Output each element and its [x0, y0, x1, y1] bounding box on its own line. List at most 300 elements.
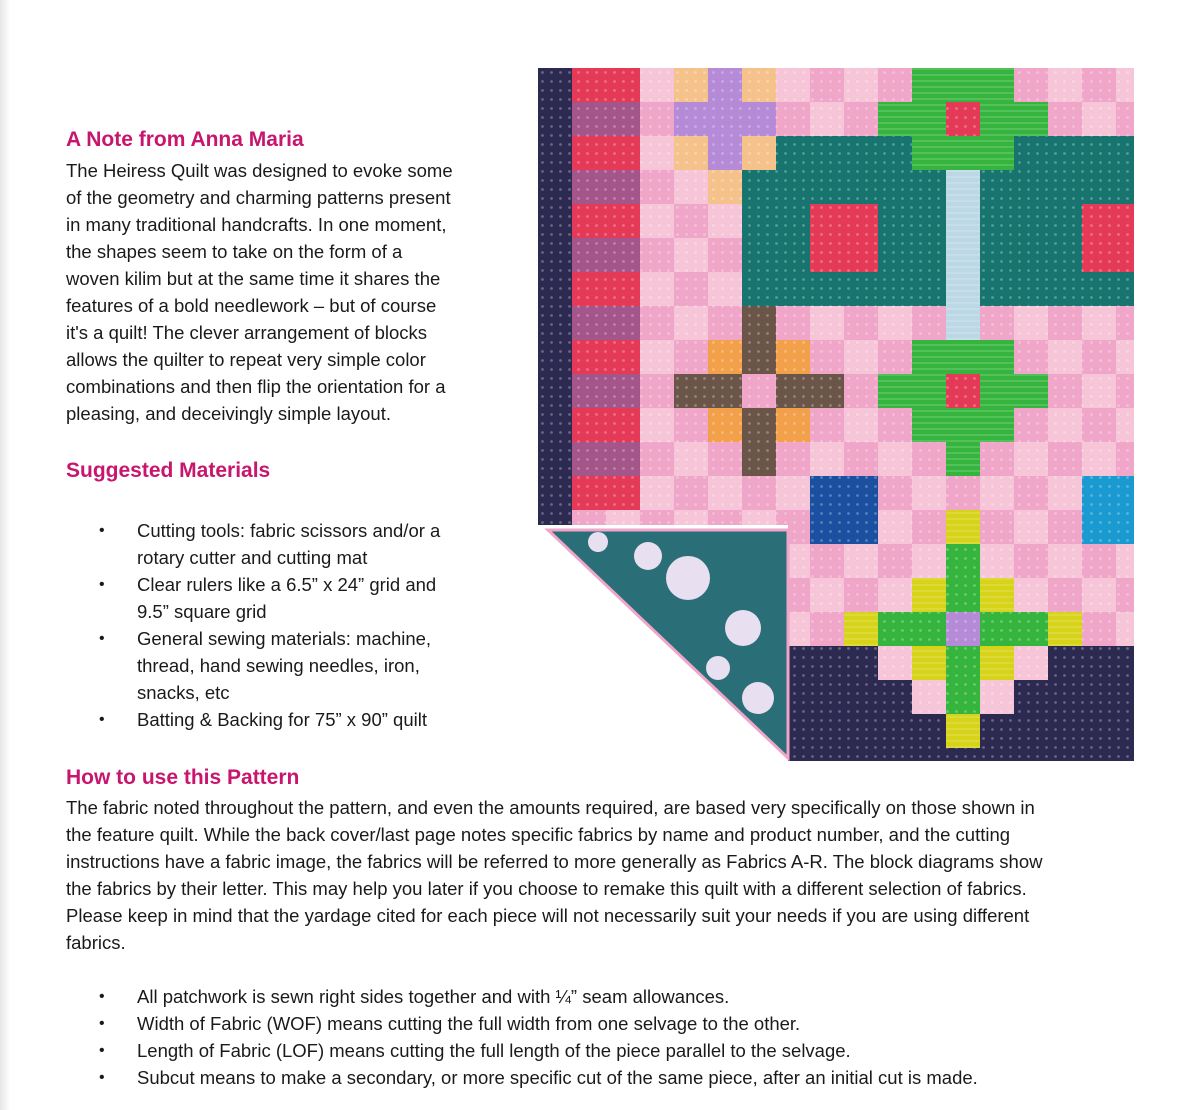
quilt-patch-orange-texture: [708, 408, 742, 442]
quilt-patch-texture: [640, 340, 674, 374]
quilt-patch-texture: [572, 408, 606, 442]
quilt-patch-texture: [980, 170, 1014, 204]
quilt-patch-texture: [776, 170, 810, 204]
quilt-patch-texture: [878, 510, 912, 544]
quilt-patch-green-texture: [878, 612, 912, 646]
quilt-patch-peach-texture: [708, 170, 742, 204]
quilt-patch-texture: [1048, 306, 1082, 340]
quilt-patch-texture: [844, 442, 878, 476]
quilt-patch-texture: [606, 204, 640, 238]
quilt-patch-texture: [810, 68, 844, 102]
quilt-patch-texture: [912, 204, 946, 238]
quilt-patch-texture: [878, 272, 912, 306]
quilt-patch-texture: [776, 204, 810, 238]
quilt-patch-navy-texture: [810, 646, 844, 680]
quilt-patch-texture: [844, 68, 878, 102]
quilt-patch-texture: [810, 612, 844, 646]
quilt-patch-texture: [640, 68, 674, 102]
quilt-patch-green-texture: [946, 136, 980, 170]
quilt-patch-texture: [640, 102, 674, 136]
materials-item-line: snacks, etc: [137, 682, 230, 703]
quilt-patch-texture: [1082, 136, 1116, 170]
quilt-patch-texture: [810, 170, 844, 204]
quilt-patch-orange-texture: [708, 340, 742, 374]
quilt-patch-texture: [776, 442, 810, 476]
quilt-patch-lavender-texture: [708, 136, 742, 170]
quilt-patch-texture: [1082, 340, 1116, 374]
quilt-patch-texture: [538, 170, 572, 204]
quilt-patch-texture: [572, 136, 606, 170]
note-line: it's a quilt! The clever arrangement of blocks: [66, 322, 428, 343]
quilt-patch-texture: [878, 476, 912, 510]
quilt-patch-yellow-texture: [844, 612, 878, 646]
materials-item: [66, 625, 506, 706]
quilt-patch-texture: [878, 170, 912, 204]
howto-list: [66, 983, 1166, 1091]
howto-item: • Length of Fabric (LOF) means cutting the full length of the piece parallel to the selvage.: [66, 1037, 1166, 1064]
materials-item: [66, 571, 506, 625]
quilt-patch-navy-texture: [1048, 680, 1082, 714]
quilt-patch-texture: [572, 306, 606, 340]
quilt-patch-texture: [1014, 68, 1048, 102]
quilt-patch-texture: [1048, 102, 1082, 136]
quilt-patch-navy-texture: [810, 748, 844, 761]
quilt-patch-texture: [674, 442, 708, 476]
note-line: The Heiress Quilt was designed to evoke some: [66, 160, 453, 181]
quilt-patch-texture: [538, 102, 572, 136]
quilt-patch-texture: [912, 544, 946, 578]
quilt-patch-navy-texture: [1116, 714, 1134, 748]
quilt-patch-texture: [844, 340, 878, 374]
quilt-patch-green-texture: [912, 68, 946, 102]
quilt-patch-texture: [606, 272, 640, 306]
quilt-patch-texture: [1014, 578, 1048, 612]
howto-line: fabrics.: [66, 932, 126, 953]
quilt-patch-texture: [776, 306, 810, 340]
quilt-patch-texture: [844, 374, 878, 408]
quilt-patch-lightblue-texture: [946, 306, 980, 340]
quilt-patch-navy-texture: [1014, 748, 1048, 761]
quilt-patch-texture: [1048, 578, 1082, 612]
quilt-patch-texture: [810, 544, 844, 578]
quilt-patch-orange-texture: [776, 408, 810, 442]
quilt-patch-texture: [1014, 136, 1048, 170]
quilt-patch-navy-texture: [1082, 748, 1116, 761]
quilt-patch-texture: [1116, 340, 1134, 374]
materials-item: [66, 706, 506, 733]
quilt-patch-texture: [742, 204, 776, 238]
quilt-patch-green-texture: [878, 374, 912, 408]
quilt-patch-texture: [1048, 204, 1082, 238]
quilt-patch-green-texture: [980, 340, 1014, 374]
quilt-patch-texture: [1048, 340, 1082, 374]
quilt-patch-texture: [1116, 408, 1134, 442]
quilt-patch-green-texture: [980, 612, 1014, 646]
quilt-patch-navy-texture: [912, 714, 946, 748]
quilt-patch-texture: [1116, 612, 1134, 646]
quilt-patch-texture: [742, 170, 776, 204]
howto-line: The fabric noted throughout the pattern, and even the amounts required, are based very specifically on those shown in: [66, 797, 1035, 818]
materials-item-line: • Clear rulers like a 6.5” x 24” grid and: [137, 574, 437, 595]
quilt-patch-navy-texture: [1082, 646, 1116, 680]
quilt-patch-texture: [640, 306, 674, 340]
quilt-patch-texture: [810, 272, 844, 306]
quilt-patch-navy-texture: [1116, 680, 1134, 714]
quilt-patch-texture: [844, 544, 878, 578]
quilt-patch-texture: [878, 204, 912, 238]
quilt-patch-texture: [742, 476, 776, 510]
howto-paragraph: [66, 794, 1176, 956]
quilt-patch-texture: [776, 68, 810, 102]
quilt-patch-center-texture: [946, 612, 980, 646]
quilt-patch-texture: [640, 374, 674, 408]
quilt-patch-texture: [810, 340, 844, 374]
materials-item-line: rotary cutter and cutting mat: [137, 547, 368, 568]
quilt-patch-texture: [538, 442, 572, 476]
quilt-patch-texture: [810, 102, 844, 136]
quilt-patch-green-texture: [912, 374, 946, 408]
quilt-patch-peach-texture: [674, 68, 708, 102]
quilt-patch-green-texture: [946, 646, 980, 680]
quilt-patch-texture: [912, 170, 946, 204]
quilt-patch-texture: [878, 578, 912, 612]
materials-item-line: • General sewing materials: machine,: [137, 628, 432, 649]
quilt-patch-texture: [708, 238, 742, 272]
quilt-patch-green-texture: [980, 68, 1014, 102]
quilt-patch-green-texture: [912, 340, 946, 374]
quilt-patch-texture: [844, 306, 878, 340]
quilt-patch-texture: [1082, 408, 1116, 442]
quilt-patch-texture: [776, 102, 810, 136]
quilt-patch-texture: [878, 646, 912, 680]
quilt-patch-navy-texture: [1014, 680, 1048, 714]
quilt-patch-yellow-texture: [980, 578, 1014, 612]
quilt-patch-texture: [1048, 442, 1082, 476]
quilt-patch-navy-texture: [878, 680, 912, 714]
quilt-patch-navy-texture: [1048, 646, 1082, 680]
quilt-patch-texture: [742, 272, 776, 306]
quilt-patch-texture: [980, 442, 1014, 476]
quilt-patch-texture: [912, 238, 946, 272]
quilt-patch-texture: [538, 476, 572, 510]
quilt-patch-texture: [1116, 578, 1134, 612]
quilt-patch-navy-texture: [1082, 714, 1116, 748]
quilt-patch-texture: [878, 68, 912, 102]
quilt-patch-green-texture: [912, 408, 946, 442]
quilt-patch-texture: [708, 306, 742, 340]
quilt-patch-blue-texture: [810, 476, 878, 544]
quilt-patch-red-texture: [810, 204, 878, 272]
quilt-patch-orange-texture: [776, 340, 810, 374]
quilt-patch-yellow-texture: [912, 646, 946, 680]
quilt-patch-brown-texture: [674, 374, 708, 408]
quilt-patch-texture: [810, 306, 844, 340]
note-paragraph: [66, 157, 516, 427]
quilt-patch-navy-texture: [1048, 748, 1082, 761]
quilt-patch-texture: [606, 238, 640, 272]
quilt-patch-green-texture: [946, 544, 980, 578]
quilt-patch-texture: [878, 340, 912, 374]
quilt-patch-texture: [980, 544, 1014, 578]
quilt-patch-texture: [844, 102, 878, 136]
quilt-patch-texture: [708, 272, 742, 306]
quilt-patch-texture: [674, 272, 708, 306]
note-line: combinations and then flip the orientation for a: [66, 376, 446, 397]
materials-list: [66, 517, 506, 733]
quilt-patch-texture: [572, 102, 606, 136]
quilt-patch-lightblue-texture: [946, 238, 980, 272]
quilt-patch-texture: [776, 476, 810, 510]
quilt-patch-texture: [1116, 136, 1134, 170]
quilt-patch-texture: [1048, 272, 1082, 306]
quilt-patch-texture: [980, 204, 1014, 238]
quilt-patch-navy-texture: [946, 748, 980, 761]
quilt-patch-navy-texture: [844, 680, 878, 714]
materials-item-line: thread, hand sewing needles, iron,: [137, 655, 420, 676]
quilt-patch-texture: [810, 136, 844, 170]
quilt-patch-texture: [1014, 476, 1048, 510]
quilt-patch-lavender-texture: [674, 102, 708, 136]
quilt-patch-texture: [1082, 272, 1116, 306]
quilt-patch-texture: [980, 476, 1014, 510]
quilt-patch-texture: [912, 272, 946, 306]
quilt-patch-lavender-texture: [708, 68, 742, 102]
quilt-patch-texture: [1082, 374, 1116, 408]
materials-item: [66, 517, 506, 571]
quilt-back-flower: [725, 610, 761, 646]
quilt-patch-texture: [1082, 612, 1116, 646]
quilt-patch-texture: [674, 476, 708, 510]
quilt-patch-lavender-texture: [742, 102, 776, 136]
howto-line: the feature quilt. While the back cover/last page notes specific fabrics by name and product number, and the cutting: [66, 824, 1011, 845]
quilt-patch-texture: [674, 204, 708, 238]
quilt-patch-lightblue-texture: [946, 272, 980, 306]
quilt-patch-texture: [742, 238, 776, 272]
quilt-patch-texture: [606, 136, 640, 170]
quilt-patch-texture: [674, 238, 708, 272]
quilt-patch-navy-texture: [1116, 646, 1134, 680]
quilt-patch-green-texture: [1014, 612, 1048, 646]
note-line: features of a bold needlework – but of course: [66, 295, 437, 316]
quilt-patch-green-texture: [980, 102, 1014, 136]
quilt-patch-navy-texture: [912, 748, 946, 761]
quilt-patch-green-texture: [1014, 374, 1048, 408]
quilt-patch-green-texture: [946, 68, 980, 102]
quilt-patch-navy-texture: [810, 680, 844, 714]
quilt-patch-texture: [606, 340, 640, 374]
quilt-patch-texture: [1048, 544, 1082, 578]
quilt-patch-texture: [844, 578, 878, 612]
quilt-back-flower: [634, 542, 662, 570]
quilt-patch-navy-texture: [1014, 714, 1048, 748]
quilt-patch-texture: [878, 238, 912, 272]
quilt-patch-texture: [946, 476, 980, 510]
quilt-patch-texture: [606, 408, 640, 442]
note-line: pleasing, and deceivingly simple layout.: [66, 403, 391, 424]
quilt-patch-texture: [640, 204, 674, 238]
quilt-patch-texture: [1048, 170, 1082, 204]
page-edge-shadow: [0, 0, 10, 1110]
quilt-patch-texture: [980, 510, 1014, 544]
quilt-patch-texture: [810, 578, 844, 612]
quilt-patch-peach-texture: [742, 68, 776, 102]
quilt-patch-texture: [1082, 578, 1116, 612]
quilt-patch-texture: [538, 68, 572, 102]
quilt-patch-texture: [606, 170, 640, 204]
quilt-patch-texture: [538, 136, 572, 170]
note-line: allows the quilter to repeat very simple color: [66, 349, 426, 370]
howto-item: • All patchwork is sewn right sides together and with ¼” seam allowances.: [66, 983, 1166, 1010]
quilt-photo: [538, 68, 1134, 761]
quilt-patch-texture: [708, 204, 742, 238]
quilt-patch-green-texture: [946, 408, 980, 442]
quilt-patch-texture: [674, 340, 708, 374]
quilt-patch-navy-texture: [980, 714, 1014, 748]
quilt-patch-texture: [538, 238, 572, 272]
quilt-patch-texture: [538, 374, 572, 408]
quilt-patch-red-texture: [1082, 204, 1134, 272]
quilt-patch-texture: [1082, 544, 1116, 578]
quilt-back-flower: [588, 532, 608, 552]
quilt-patch-texture: [1014, 238, 1048, 272]
quilt-patch-texture: [572, 272, 606, 306]
quilt-patch-texture: [1082, 68, 1116, 102]
quilt-patch-brown-texture: [708, 374, 742, 408]
quilt-patch-texture: [708, 442, 742, 476]
quilt-patch-texture: [878, 442, 912, 476]
quilt-back-flower: [666, 556, 710, 600]
quilt-patch-navy-texture: [980, 748, 1014, 761]
quilt-patch-texture: [912, 442, 946, 476]
quilt-patch-texture: [1014, 204, 1048, 238]
quilt-patch-texture: [674, 306, 708, 340]
quilt-patch-texture: [538, 408, 572, 442]
quilt-patch-texture: [572, 68, 606, 102]
materials-item-line: • Batting & Backing for 75” x 90” quilt: [137, 709, 427, 730]
materials-item-line: 9.5” square grid: [137, 601, 267, 622]
quilt-patch-brown-texture: [742, 306, 776, 340]
quilt-patch-texture: [1048, 408, 1082, 442]
quilt-patch-texture: [640, 442, 674, 476]
howto-heading: How to use this Pattern: [66, 766, 300, 789]
quilt-patch-texture: [1048, 374, 1082, 408]
howto-line: instructions have a fabric image, the fabrics will be referred to more generally as Fabrics A-R. The block diagrams show: [66, 851, 1043, 872]
quilt-patch-texture: [640, 408, 674, 442]
quilt-patch-texture: [606, 68, 640, 102]
quilt-back-flower: [742, 682, 774, 714]
note-line: of the geometry and charming patterns present: [66, 187, 451, 208]
quilt-patch-texture: [980, 238, 1014, 272]
quilt-patch-texture: [572, 238, 606, 272]
quilt-patch-texture: [1014, 442, 1048, 476]
quilt-patch-texture: [572, 442, 606, 476]
quilt-patch-green-texture: [980, 408, 1014, 442]
quilt-patch-brown-texture: [776, 374, 810, 408]
quilt-patch-yellow-texture: [1048, 612, 1082, 646]
quilt-patch-texture: [844, 170, 878, 204]
quilt-patch-lavender-texture: [708, 102, 742, 136]
quilt-patch-texture: [878, 544, 912, 578]
quilt-patch-texture: [538, 306, 572, 340]
quilt-patch-texture: [878, 306, 912, 340]
quilt-patch-texture: [640, 272, 674, 306]
quilt-patch-texture: [572, 374, 606, 408]
note-line: in many traditional handcrafts. In one moment,: [66, 214, 447, 235]
quilt-patch-navy-texture: [810, 714, 844, 748]
howto-item: • Width of Fabric (WOF) means cutting the full width from one selvage to the other.: [66, 1010, 1166, 1037]
quilt-patch-texture: [1116, 102, 1134, 136]
quilt-patch-center-texture: [742, 374, 776, 408]
quilt-patch-texture: [878, 136, 912, 170]
quilt-patch-texture: [776, 136, 810, 170]
quilt-patch-texture: [674, 408, 708, 442]
quilt-patch-texture: [980, 680, 1014, 714]
quilt-patch-green-texture: [878, 102, 912, 136]
quilt-patch-texture: [810, 408, 844, 442]
quilt-patch-texture: [606, 442, 640, 476]
quilt-patch-texture: [844, 272, 878, 306]
quilt-patch-texture: [1014, 306, 1048, 340]
quilt-patch-texture: [1116, 544, 1134, 578]
quilt-patch-texture: [572, 340, 606, 374]
quilt-patch-texture: [1014, 510, 1048, 544]
quilt-back-flower: [706, 656, 730, 680]
quilt-patch-texture: [1014, 408, 1048, 442]
quilt-patch-texture: [912, 680, 946, 714]
quilt-patch-texture: [640, 238, 674, 272]
quilt-patch-texture: [606, 306, 640, 340]
quilt-patch-texture: [1048, 68, 1082, 102]
quilt-patch-texture: [912, 510, 946, 544]
note-heading: A Note from Anna Maria: [66, 128, 304, 151]
quilt-patch-yellow-texture: [946, 510, 980, 544]
quilt-patch-texture: [1082, 442, 1116, 476]
quilt-patch-center-texture: [946, 374, 980, 408]
quilt-patch-texture: [538, 340, 572, 374]
quilt-patch-texture: [980, 272, 1014, 306]
quilt-patch-texture: [878, 408, 912, 442]
quilt-patch-texture: [1014, 340, 1048, 374]
note-line: woven kilim but at the same time it shares the: [66, 268, 441, 289]
quilt-patch-green-texture: [1014, 102, 1048, 136]
quilt-patch-peach-texture: [742, 136, 776, 170]
quilt-patch-texture: [572, 476, 606, 510]
quilt-patch-texture: [1116, 374, 1134, 408]
quilt-patch-texture: [1116, 170, 1134, 204]
quilt-patch-texture: [640, 476, 674, 510]
quilt-patch-texture: [1116, 68, 1134, 102]
quilt-patch-lightblue-texture: [946, 204, 980, 238]
quilt-patch-texture: [1048, 476, 1082, 510]
quilt-patch-brown-texture: [742, 442, 776, 476]
quilt-patch-green-texture: [912, 136, 946, 170]
quilt-patch-peach-texture: [674, 136, 708, 170]
quilt-patch-navy-texture: [1116, 748, 1134, 761]
quilt-patch-green-texture: [912, 102, 946, 136]
quilt-patch-texture: [640, 170, 674, 204]
quilt-patch-green-texture: [946, 578, 980, 612]
quilt-patch-texture: [844, 408, 878, 442]
quilt-patch-texture: [538, 204, 572, 238]
quilt-patch-texture: [572, 204, 606, 238]
quilt-patch-yellow-texture: [980, 646, 1014, 680]
quilt-patch-texture: [708, 476, 742, 510]
quilt-patch-green-texture: [946, 340, 980, 374]
quilt-patch-lightblue-texture: [946, 170, 980, 204]
quilt-patch-texture: [606, 102, 640, 136]
quilt-patch-navy-texture: [1082, 680, 1116, 714]
quilt-patch-texture: [1048, 238, 1082, 272]
